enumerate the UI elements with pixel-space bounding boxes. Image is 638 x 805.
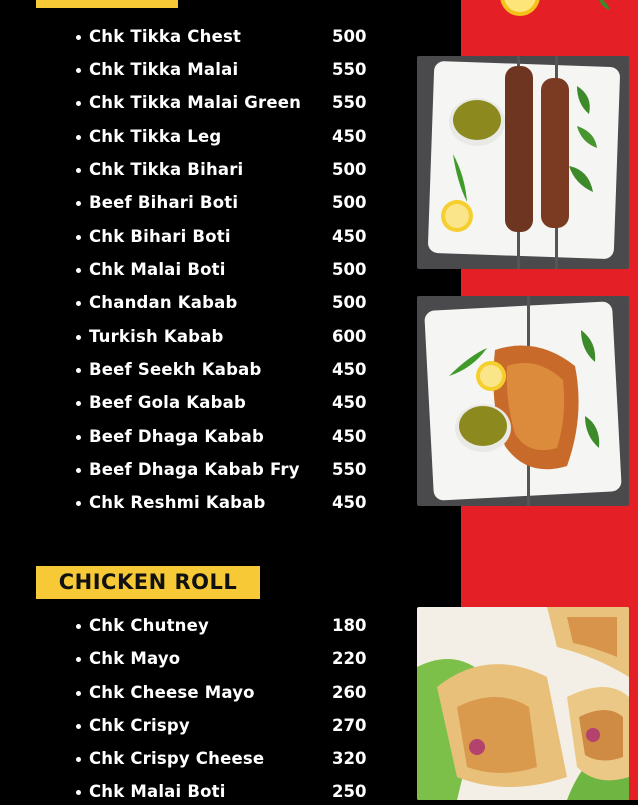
bullet-icon — [76, 468, 81, 473]
item-name: Chk Tikka Malai — [89, 60, 239, 79]
item-price: 450 — [332, 493, 367, 512]
menu-item — [74, 359, 374, 383]
menu-item — [74, 426, 374, 450]
item-price: 500 — [332, 260, 367, 279]
menu-item — [74, 59, 374, 83]
bullet-icon — [76, 135, 81, 140]
item-name: Chk Malai Boti — [89, 260, 226, 279]
menu-item — [74, 159, 374, 183]
item-price: 450 — [332, 227, 367, 246]
item-price: 550 — [332, 60, 367, 79]
section-banner-top — [36, 0, 178, 8]
menu-item — [74, 492, 374, 516]
menu-item — [74, 326, 374, 350]
menu-item — [74, 92, 374, 116]
item-name: Chk Crispy Cheese — [89, 749, 265, 768]
menu-item — [74, 648, 374, 672]
item-price: 450 — [332, 360, 367, 379]
menu-item — [74, 459, 374, 483]
chicken-tikka-plate-photo — [417, 296, 629, 506]
item-price: 320 — [332, 749, 367, 768]
bullet-icon — [76, 35, 81, 40]
bullet-icon — [76, 657, 81, 662]
item-price: 250 — [332, 782, 367, 801]
item-price: 600 — [332, 327, 367, 346]
lemon-slice-icon — [498, 0, 542, 20]
section-title-chicken-roll: CHICKEN ROLL — [36, 566, 260, 599]
item-price: 180 — [332, 616, 367, 635]
seekh-kabab-plate-photo — [417, 56, 629, 269]
item-price: 270 — [332, 716, 367, 735]
bullet-icon — [76, 501, 81, 506]
item-name: Turkish Kabab — [89, 327, 224, 346]
item-name: Chk Tikka Bihari — [89, 160, 244, 179]
bullet-icon — [76, 101, 81, 106]
item-price: 450 — [332, 427, 367, 446]
item-name: Beef Seekh Kabab — [89, 360, 262, 379]
menu-item — [74, 615, 374, 639]
bullet-icon — [76, 335, 81, 340]
menu-item — [74, 748, 374, 772]
item-name: Chk Tikka Malai Green — [89, 93, 302, 112]
item-price: 550 — [332, 93, 367, 112]
bullet-icon — [76, 201, 81, 206]
item-name: Chk Malai Boti — [89, 782, 226, 801]
item-name: Chk Cheese Mayo — [89, 683, 255, 702]
item-name: Beef Bihari Boti — [89, 193, 239, 212]
item-name: Chk Chutney — [89, 616, 209, 635]
item-price: 450 — [332, 127, 367, 146]
menu-item — [74, 392, 374, 416]
item-price: 450 — [332, 393, 367, 412]
item-name: Chk Bihari Boti — [89, 227, 231, 246]
item-name: Beef Dhaga Kabab Fry — [89, 460, 300, 479]
item-price: 220 — [332, 649, 367, 668]
item-name: Chandan Kabab — [89, 293, 238, 312]
menu-item — [74, 126, 374, 150]
item-price: 500 — [332, 193, 367, 212]
item-name: Chk Mayo — [89, 649, 181, 668]
bullet-icon — [76, 624, 81, 629]
bullet-icon — [76, 691, 81, 696]
menu-item — [74, 259, 374, 283]
menu-item — [74, 781, 374, 805]
menu-item — [74, 26, 374, 50]
menu-item — [74, 715, 374, 739]
item-name: Chk Reshmi Kabab — [89, 493, 266, 512]
menu-item — [74, 292, 374, 316]
bullet-icon — [76, 235, 81, 240]
item-name: Chk Tikka Chest — [89, 27, 242, 46]
leaf-icon — [596, 0, 614, 12]
bullet-icon — [76, 268, 81, 273]
chicken-roll-photo — [417, 607, 629, 800]
bullet-icon — [76, 68, 81, 73]
item-price: 500 — [332, 27, 367, 46]
item-name: Beef Dhaga Kabab — [89, 427, 265, 446]
item-price: 500 — [332, 293, 367, 312]
item-price: 500 — [332, 160, 367, 179]
item-name: Chk Tikka Leg — [89, 127, 222, 146]
bullet-icon — [76, 724, 81, 729]
menu-item — [74, 682, 374, 706]
item-price: 550 — [332, 460, 367, 479]
bullet-icon — [76, 401, 81, 406]
bullet-icon — [76, 790, 81, 795]
bullet-icon — [76, 435, 81, 440]
bullet-icon — [76, 757, 81, 762]
bullet-icon — [76, 168, 81, 173]
item-price: 260 — [332, 683, 367, 702]
bullet-icon — [76, 368, 81, 373]
item-name: Beef Gola Kabab — [89, 393, 246, 412]
menu-item — [74, 226, 374, 250]
item-name: Chk Crispy — [89, 716, 190, 735]
menu-item — [74, 192, 374, 216]
bullet-icon — [76, 301, 81, 306]
